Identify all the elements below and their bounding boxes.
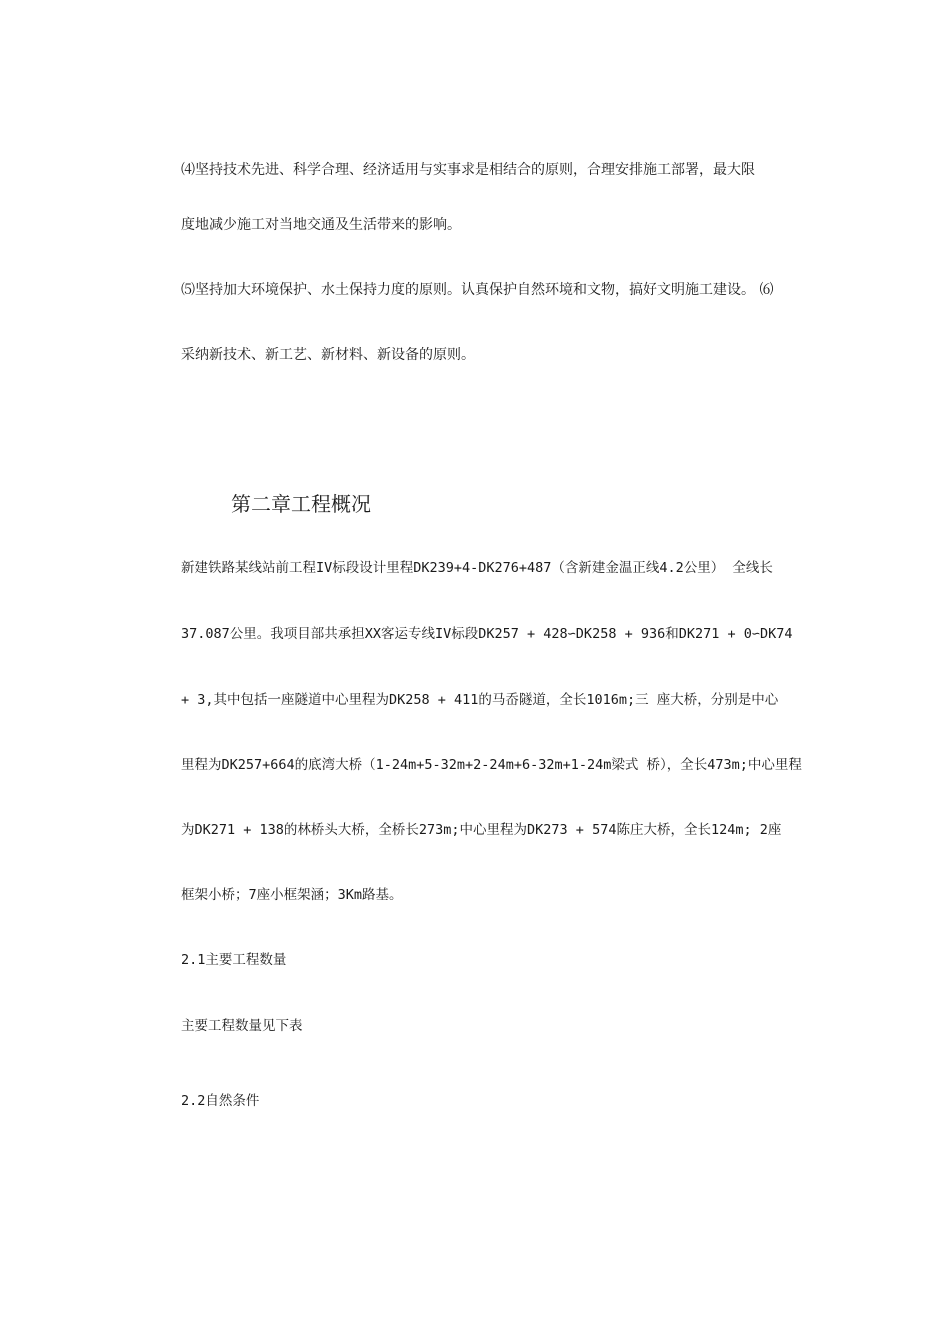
overview-line-2: 37.087公里。我项目部共承担XX客运专线IV标段DK257 + 428∽DK258 + 936和DK271 + 0∽DK74 [181, 626, 793, 642]
overview-line-1: 新建铁路某线站前工程IV标段设计里程DK239+4-DK276+487（含新建金温正线4.2公里） 全线长 [181, 560, 773, 576]
section-2-1-text: 主要工程数量见下表 [181, 1018, 303, 1034]
overview-line-5: 为DK271 + 138的林桥头大桥，全桥长273m;中心里程为DK273 + 574陈庄大桥，全长124m; 2座 [181, 822, 782, 838]
section-2-2-heading: 2.2自然条件 [181, 1093, 260, 1109]
section-2-1-heading: 2.1主要工程数量 [181, 952, 287, 968]
principle-5-line-1: ⑸坚持加大环境保护、水土保持力度的原则。认真保护自然环境和文物，搞好文明施工建设。 ⑹ [181, 282, 774, 298]
principle-4-line-2: 度地减少施工对当地交通及生活带来的影响。 [181, 217, 461, 233]
principle-6-line-2: 采纳新技术、新工艺、新材料、新设备的原则。 [181, 347, 475, 363]
chapter-title: 第二章工程概况 [231, 492, 371, 516]
overview-line-4: 里程为DK257+664的底湾大桥（1-24m+5-32m+2-24m+6-32m+1-24m梁式 桥），全长473m;中心里程 [181, 757, 802, 773]
principle-4-line-1: ⑷坚持技术先进、科学合理、经济适用与实事求是相结合的原则，合理安排施工部署，最大限 [181, 162, 755, 178]
overview-line-3: + 3,其中包括一座隧道中心里程为DK258 + 411的马岙隧道，全长1016m;三 座大桥，分别是中心 [181, 692, 779, 708]
overview-line-6: 框架小桥；7座小框架涵；3Km路基。 [181, 887, 403, 903]
